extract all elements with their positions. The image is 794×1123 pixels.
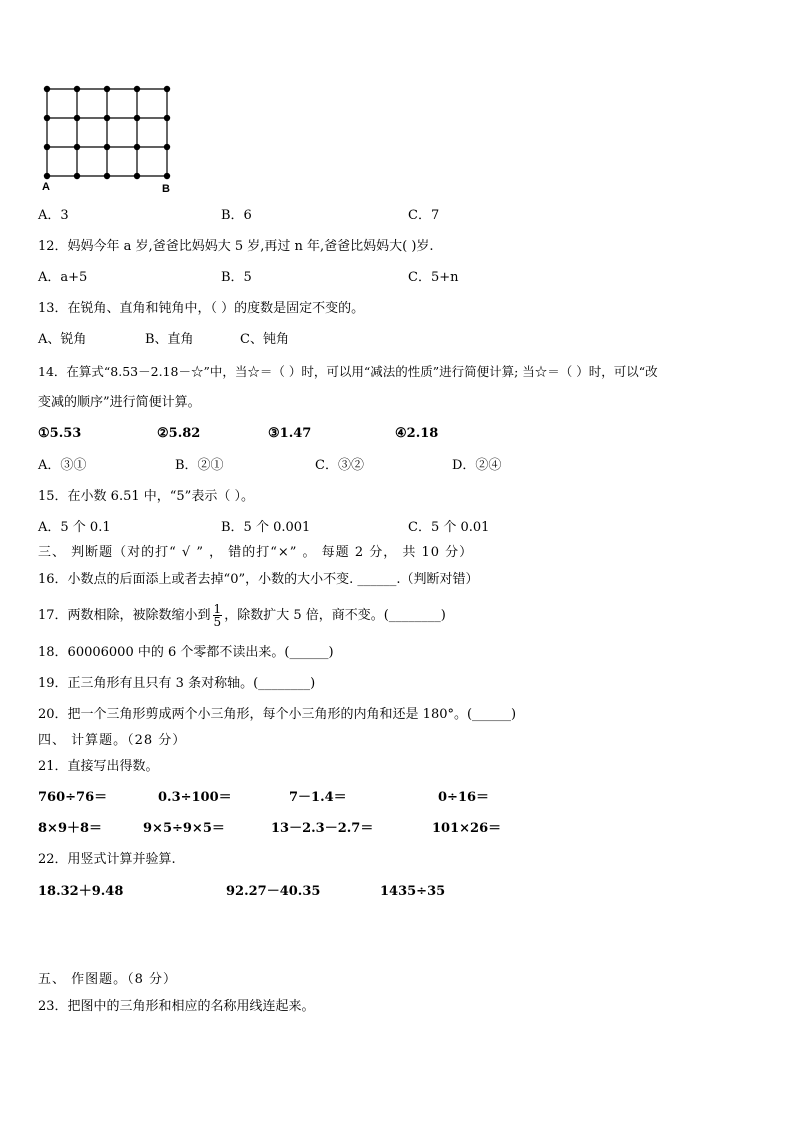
grid-dot xyxy=(74,115,80,121)
grid-dot xyxy=(44,115,50,121)
q17-text-before: 17．两数相除，被除数缩小到 xyxy=(38,608,211,623)
q12-option-c[interactable]: C．5+n xyxy=(408,270,459,285)
grid-dot xyxy=(44,173,50,179)
q14-option-a[interactable]: A．③① xyxy=(38,458,87,473)
section-4-heading: 四、 计算题。（28 分） xyxy=(38,733,187,748)
q20-text: 20．把一个三角形剪成两个小三角形，每个小三角形的内角和还是 180°。(______) xyxy=(38,707,517,722)
q22-stem: 22．用竖式计算并验算. xyxy=(38,852,176,867)
grid-dot xyxy=(134,115,140,121)
grid-dot xyxy=(104,173,110,179)
grid-dot xyxy=(164,86,170,92)
q13-option-a[interactable]: A、锐角 xyxy=(38,332,87,347)
q16-text: 16．小数点的后面添上或者去掉“0”，小数的大小不变. ______.（判断对错） xyxy=(38,572,479,587)
grid-dot xyxy=(164,144,170,150)
grid-dot xyxy=(164,173,170,179)
q11-option-c[interactable]: C．7 xyxy=(408,208,440,223)
grid-dot xyxy=(104,144,110,150)
q17-text-after: ，除数扩大 5 倍，商不变。(________) xyxy=(224,608,446,623)
grid-dot xyxy=(74,173,80,179)
q12-option-b[interactable]: B．5 xyxy=(221,270,252,285)
q15-option-a[interactable]: A．5 个 0.1 xyxy=(38,520,111,535)
q15-stem: 15．在小数 6.51 中，“5”表示（ ）。 xyxy=(38,489,254,504)
grid-lines xyxy=(47,89,167,176)
grid-dot xyxy=(44,86,50,92)
q21-r1-item-4: 0÷16＝ xyxy=(438,790,490,805)
q14-option-c[interactable]: C．③② xyxy=(315,458,364,473)
grid-dot xyxy=(134,144,140,150)
q14-stem-line1: 14．在算式“8.53－2.18－☆”中，当☆＝（ ）时，可以用“减法的性质”进行简便计算; 当☆＝（ ）时，可以“改 xyxy=(38,364,658,379)
q12-option-a[interactable]: A．a+5 xyxy=(38,270,88,285)
grid-dot xyxy=(134,86,140,92)
grid-dot xyxy=(104,115,110,121)
q14-option-d[interactable]: D．②④ xyxy=(452,458,502,473)
grid-dot xyxy=(74,144,80,150)
section-3-heading: 三、 判断题（对的打“ √ ” ， 错的打“×” 。 每题 2 分， 共 10 分） xyxy=(38,545,474,560)
q14-choice-4: ④2.18 xyxy=(395,426,439,441)
q14-choice-2: ②5.82 xyxy=(157,426,201,441)
q21-r1-item-2: 0.3÷100＝ xyxy=(158,790,232,805)
q13-stem: 13．在锐角、直角和钝角中，（ ）的度数是固定不变的。 xyxy=(38,301,365,316)
q19-text: 19．正三角形有且只有 3 条对称轴。(________) xyxy=(38,676,316,691)
q13-option-c[interactable]: C、钝角 xyxy=(240,332,289,347)
q21-r2-item-2: 9×5÷9×5＝ xyxy=(143,821,225,836)
q21-stem: 21．直接写出得数。 xyxy=(38,759,159,774)
section-5-heading: 五、 作图题。（8 分） xyxy=(38,972,178,987)
q23-stem: 23．把图中的三角形和相应的名称用线连起来。 xyxy=(38,999,315,1014)
q13-option-b[interactable]: B、直角 xyxy=(145,332,194,347)
grid-dot xyxy=(134,173,140,179)
q12-stem: 12．妈妈今年 a 岁,爸爸比妈妈大 5 岁,再过 n 年,爸爸比妈妈大( )岁. xyxy=(38,239,434,254)
grid-dot xyxy=(74,86,80,92)
grid-label-a: A xyxy=(42,181,50,193)
q15-option-c[interactable]: C．5 个 0.01 xyxy=(408,520,490,535)
q17-fraction-denominator: 5 xyxy=(213,615,222,629)
q14-option-b[interactable]: B．②① xyxy=(175,458,224,473)
q21-r1-item-1: 760÷76＝ xyxy=(38,790,108,805)
q14-stem-line2: 变减的顺序”进行简便计算。 xyxy=(38,395,201,410)
q11-option-a[interactable]: A．3 xyxy=(38,208,69,223)
q22-item-2: 92.27－40.35 xyxy=(226,884,321,899)
q22-item-1: 18.32＋9.48 xyxy=(38,884,124,899)
grid-dot xyxy=(164,115,170,121)
q14-choice-1: ①5.53 xyxy=(38,426,82,441)
q21-r1-item-3: 7－1.4＝ xyxy=(289,790,347,805)
dot-grid-figure xyxy=(38,80,178,195)
q14-choice-3: ③1.47 xyxy=(268,426,312,441)
q21-r2-item-4: 101×26＝ xyxy=(432,821,502,836)
q15-option-b[interactable]: B．5 个 0.001 xyxy=(221,520,311,535)
q17-fraction-numerator: 1 xyxy=(213,602,222,616)
q18-text: 18．60006000 中的 6 个零都不读出来。(______) xyxy=(38,645,334,660)
grid-dot xyxy=(104,86,110,92)
q17-fraction xyxy=(213,603,223,628)
q17-line xyxy=(38,598,446,634)
q11-option-b[interactable]: B．6 xyxy=(221,208,252,223)
grid-label-b: B xyxy=(162,183,170,195)
q21-r2-item-1: 8×9＋8＝ xyxy=(38,821,103,836)
grid-dot xyxy=(44,144,50,150)
q22-item-3: 1435÷35 xyxy=(380,884,446,899)
q21-r2-item-3: 13－2.3－2.7＝ xyxy=(271,821,374,836)
